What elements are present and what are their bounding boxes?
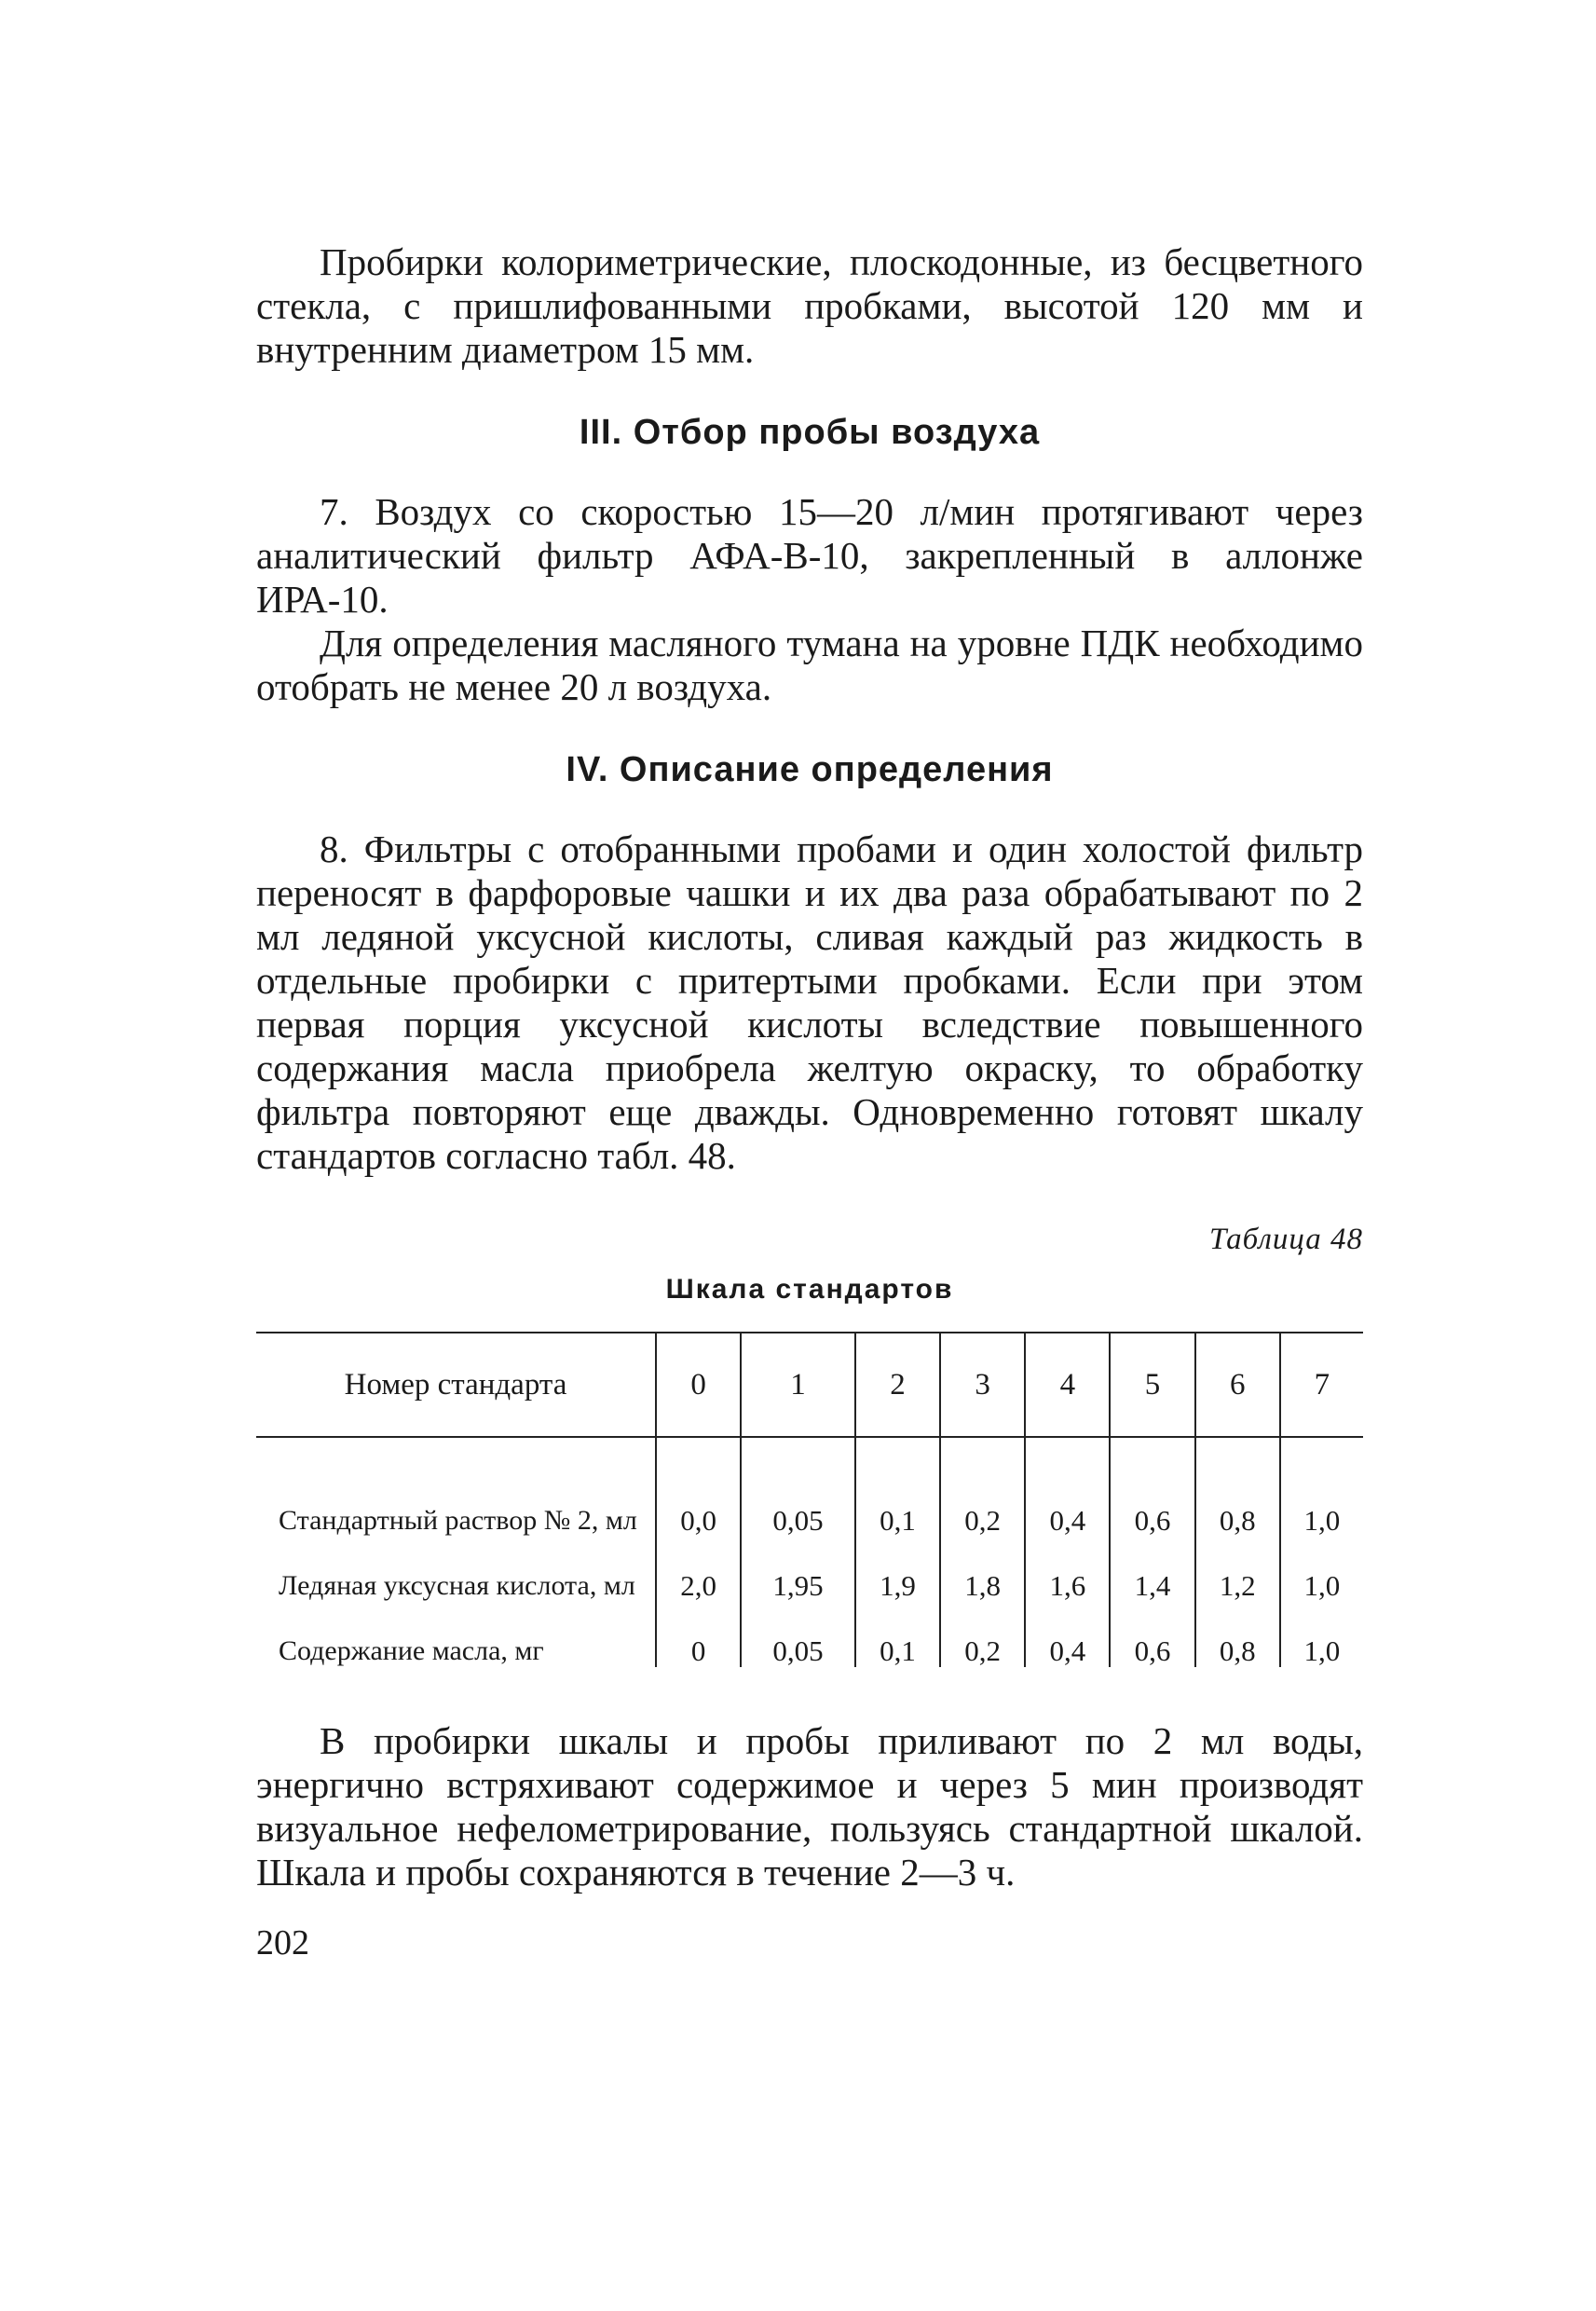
table-cell: 0,05 — [741, 1602, 855, 1667]
page-number: 202 — [256, 1923, 309, 1962]
table-row — [256, 1602, 1363, 1667]
paragraph-7: 7. Воздух со скоростью 15—20 л/мин протягивают через аналитический фильтр АФА-В-10, закрепленный в аллонже ИРА-10. — [256, 490, 1363, 621]
table-row — [256, 1437, 1363, 1537]
paragraph-tubes: Пробирки колориметрические, плоскодонные, из бесцветного стекла, с пришлифованными пробками, высотой 120 мм и внутренним диаметром 15 мм. — [256, 240, 1363, 371]
header-col-3: 3 — [940, 1333, 1025, 1437]
table-cell: 1,0 — [1280, 1437, 1363, 1537]
header-col-7: 7 — [1280, 1333, 1363, 1437]
table-cell: 1,95 — [741, 1537, 855, 1602]
table-cell: 2,0 — [656, 1537, 741, 1602]
row-label: Содержание масла, мг — [279, 1635, 544, 1666]
header-col-4: 4 — [1025, 1333, 1110, 1437]
header-col-6: 6 — [1195, 1333, 1280, 1437]
table-cell: 0,2 — [940, 1602, 1025, 1667]
table-number-label: Таблица 48 — [1209, 1223, 1363, 1256]
table-cell: 1,0 — [1280, 1602, 1363, 1667]
table-cell: 1,4 — [1110, 1537, 1194, 1602]
table-cell: 0,0 — [656, 1437, 741, 1537]
paragraph-8: 8. Фильтры с отобранными пробами и один холостой фильтр переносят в фарфоровые чашки и их два раза обрабатывают по 2 мл ледяной уксусной кислоты, сливая каждый раз жидкость в отдельные пробирки с притертыми пробками. Если при этом первая порция уксусной кислоты вследствие повышенного содержания масла приобрела желтую окраску, то обработку фильтра повторяют еще дважды. Одновременно готовят шкалу стандартов согласно табл. 48. — [256, 827, 1363, 1177]
table-cell: 0,1 — [855, 1437, 940, 1537]
table-cell: 0,1 — [855, 1602, 940, 1667]
section-heading-4: IV. Описание определения — [566, 750, 1054, 789]
table-cell: 1,2 — [1195, 1537, 1280, 1602]
book-page — [256, 240, 1363, 1963]
section-heading-3: III. Отбор пробы воздуха — [579, 413, 1041, 452]
table-cell: 1,8 — [940, 1537, 1025, 1602]
table-cell: 0,4 — [1025, 1602, 1110, 1667]
table-cell: 0,6 — [1110, 1437, 1194, 1537]
header-col-0: 0 — [656, 1333, 741, 1437]
table-row — [256, 1537, 1363, 1602]
header-col-5: 5 — [1110, 1333, 1194, 1437]
header-standard-number: Номер стандарта — [256, 1333, 656, 1437]
table-cell: 0,4 — [1025, 1437, 1110, 1537]
table-cell: 1,9 — [855, 1537, 940, 1602]
paragraph-7b: Для определения масляного тумана на уровне ПДК необходимо отобрать не менее 20 л воздуха. — [256, 622, 1363, 708]
table-cell: 1,6 — [1025, 1537, 1110, 1602]
header-col-1: 1 — [741, 1333, 855, 1437]
table-cell: 0,6 — [1110, 1602, 1194, 1667]
standards-table — [256, 1332, 1363, 1667]
table-cell: 0,05 — [741, 1437, 855, 1537]
table-header-row — [256, 1333, 1363, 1437]
row-label: Ледяная уксусная кислота, мл — [279, 1570, 635, 1601]
table-cell: 0,2 — [940, 1437, 1025, 1537]
table-cell: 0,8 — [1195, 1602, 1280, 1667]
table-title: Шкала стандартов — [665, 1274, 954, 1305]
header-col-2: 2 — [855, 1333, 940, 1437]
table-cell: 0,8 — [1195, 1437, 1280, 1537]
table-cell: 1,0 — [1280, 1537, 1363, 1602]
row-label: Стандартный раствор № 2, мл — [279, 1505, 637, 1536]
table-cell: 0 — [656, 1602, 741, 1667]
paragraph-final: В пробирки шкалы и пробы приливают по 2 мл воды, энергично встряхивают содержимое и через 5 мин производят визуальное нефелометрирование, пользуясь стандартной шкалой. Шкала и пробы сохраняются в течение 2—3 ч. — [256, 1719, 1363, 1894]
